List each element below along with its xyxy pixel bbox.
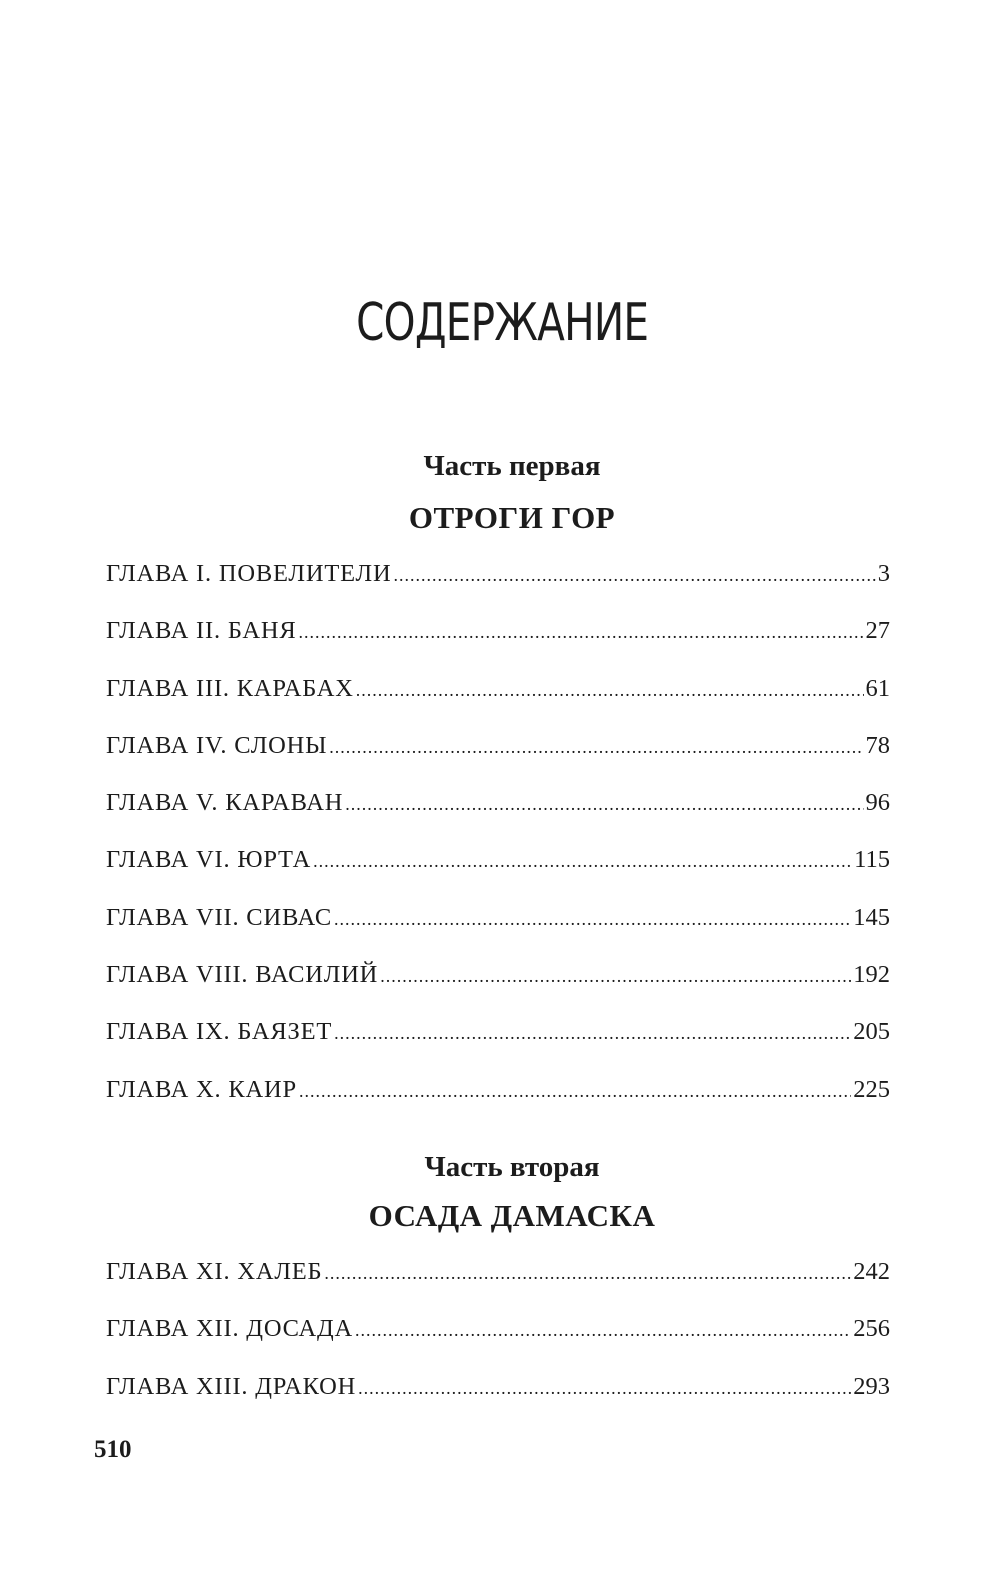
chapter-title: ГЛАВА III. КАРАБАХ (106, 674, 354, 702)
dot-leader (380, 967, 851, 985)
toc-entry[interactable] (106, 848, 890, 905)
chapter-title: ГЛАВА II. БАНЯ (106, 617, 297, 645)
dot-leader (345, 795, 863, 813)
toc-entry[interactable] (106, 1020, 890, 1077)
part-1-label: Часть первая (423, 450, 601, 482)
chapter-title: ГЛАВА VII. СИВАС (106, 903, 332, 931)
chapter-page-number: 192 (853, 961, 890, 989)
chapter-page-number: 115 (854, 846, 890, 874)
chapter-title: ГЛАВА XIII. ДРАКОН (106, 1372, 357, 1400)
part-2-title: ОСАДА ДАМАСКА (368, 1198, 656, 1233)
chapter-page-number: 27 (865, 617, 890, 645)
dot-leader (329, 738, 863, 756)
chapter-page-number: 145 (853, 903, 890, 931)
chapter-page-number: 242 (853, 1258, 890, 1285)
chapter-title: ГЛАВА IV. СЛОНЫ (106, 731, 328, 759)
part-1-chapter-list (106, 562, 890, 1135)
dot-leader (355, 1321, 851, 1339)
chapter-title: ГЛАВА VI. ЮРТА (106, 846, 312, 874)
page-title: СОДЕРЖАНИЕ (356, 292, 649, 353)
chapter-title: ГЛАВА VIII. ВАСИЛИЙ (106, 961, 379, 989)
toc-entry[interactable] (106, 1260, 890, 1317)
dot-leader (299, 1082, 851, 1100)
toc-entry[interactable] (106, 791, 890, 848)
dot-leader (324, 1264, 851, 1282)
chapter-page-number: 225 (853, 1075, 890, 1103)
chapter-title: ГЛАВА X. КАИР (106, 1075, 297, 1103)
dot-leader (356, 681, 864, 699)
dot-leader (358, 1379, 851, 1397)
chapter-title: ГЛАВА IX. БАЯЗЕТ (106, 1018, 333, 1046)
chapter-title: ГЛАВА XI. ХАЛЕБ (106, 1258, 323, 1285)
toc-entry[interactable] (106, 562, 890, 619)
chapter-page-number: 96 (865, 789, 890, 817)
part-1-title: ОТРОГИ ГОР (408, 500, 616, 535)
dot-leader (334, 1024, 851, 1042)
toc-entry[interactable] (106, 963, 890, 1020)
chapter-page-number: 293 (853, 1372, 890, 1400)
toc-entry[interactable] (106, 903, 890, 963)
toc-entry[interactable] (106, 1317, 890, 1374)
dot-leader (393, 566, 875, 584)
dot-leader (334, 910, 851, 928)
chapter-page-number: 205 (853, 1018, 890, 1046)
toc-entry[interactable] (106, 1372, 890, 1432)
chapter-page-number: 61 (865, 674, 890, 702)
chapter-title: ГЛАВА XII. ДОСАДА (106, 1315, 354, 1343)
toc-entry[interactable] (106, 731, 890, 791)
chapter-page-number: 78 (865, 731, 890, 759)
toc-entry[interactable] (106, 1075, 890, 1135)
chapter-page-number: 256 (853, 1315, 890, 1343)
chapter-page-number: 3 (877, 560, 890, 587)
part-2-label: Часть вторая (424, 1151, 600, 1183)
dot-leader (299, 623, 864, 641)
chapter-title: ГЛАВА V. КАРАВАН (106, 789, 344, 817)
toc-entry[interactable] (106, 674, 890, 734)
page-number: 510 (94, 1436, 132, 1463)
part-2-chapter-list (106, 1260, 890, 1432)
dot-leader (313, 852, 852, 870)
toc-entry[interactable] (106, 619, 890, 676)
chapter-title: ГЛАВА I. ПОВЕЛИТЕЛИ (106, 560, 392, 587)
